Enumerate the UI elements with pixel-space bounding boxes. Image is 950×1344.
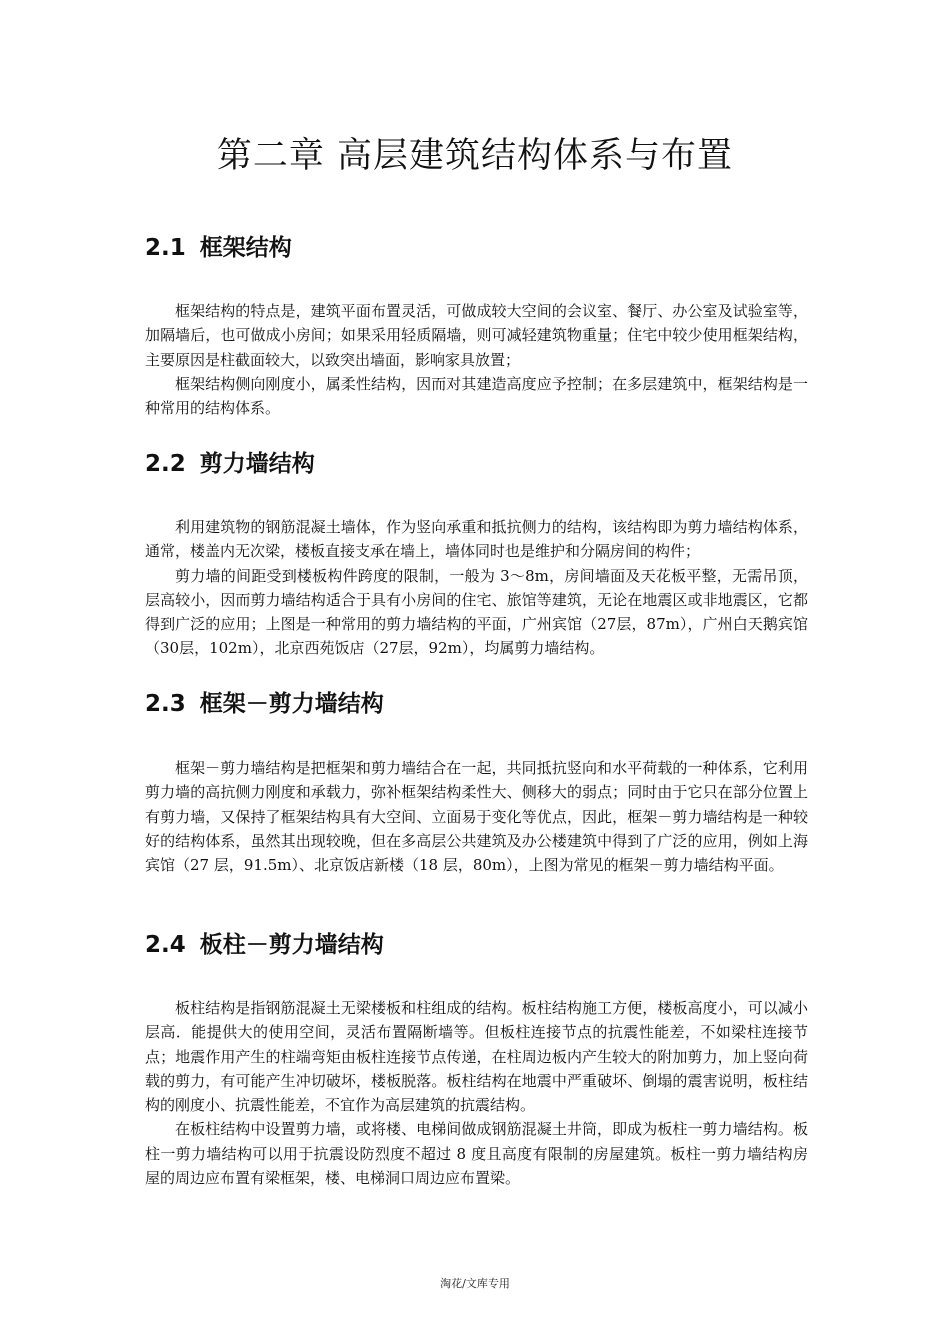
page-footer: 淘花/文库专用 <box>440 1277 510 1290</box>
section-number: 2.4 <box>145 932 186 958</box>
section-heading-2-2 <box>145 448 805 480</box>
section-number: 2.3 <box>145 691 186 717</box>
paragraph: 板柱结构是指钢筋混凝土无梁楼板和柱组成的结构。板柱结构施工方便，楼板高度小，可以减小层高．能提供大的使用空间，灵活布置隔断墙等。但板柱连接节点的抗震性能差，不如梁柱连接节点；地震作用产生的柱端弯矩由板柱连接节点传递，在柱周边板内产生较大的附加剪力，加上竖向荷载的剪力，有可能产生冲切破坏，楼板脱落。板柱结构在地震中严重破坏、倒塌的震害说明，板柱结构的刚度小、抗震性能差，不宜作为高层建筑的抗震结构。 <box>145 999 808 1115</box>
section-body-2-2 <box>145 515 808 661</box>
section-body-2-3 <box>145 756 808 877</box>
section-body-2-1 <box>145 299 808 420</box>
section-title: 板柱－剪力墙结构 <box>199 932 384 958</box>
section-heading-2-1 <box>145 232 805 264</box>
section-heading-2-3 <box>145 688 805 720</box>
paragraph: 在板柱结构中设置剪力墙，或将楼、电梯间做成钢筋混凝土井筒，即成为板柱一剪力墙结构。板柱一剪力墙结构可以用于抗震设防烈度不超过 8 度且高度有限制的房屋建筑。板柱一剪力墙结构房屋的周边应布置有梁框架，楼、电梯洞口周边应布置梁。 <box>145 1120 808 1188</box>
section-heading-2-4 <box>145 929 805 961</box>
section-number: 2.1 <box>145 235 186 261</box>
paragraph: 框架结构的特点是，建筑平面布置灵活，可做成较大空间的会议室、餐厅、办公室及试验室等，加隔墙后，也可做成小房间；如果采用轻质隔墙，则可减轻建筑物重量；住宅中较少使用框架结构，主要原因是柱截面较大，以致突出墙面，影响家具放置； <box>145 302 808 369</box>
section-number: 2.2 <box>145 451 186 477</box>
paragraph: 框架结构侧向刚度小，属柔性结构，因而对其建造高度应予控制；在多层建筑中，框架结构是一种常用的结构体系。 <box>145 374 808 418</box>
paragraph: 利用建筑物的钢筋混凝土墙体，作为竖向承重和抵抗侧力的结构，该结构即为剪力墙结构体系，通常，楼盖内无次梁，楼板直接支承在墙上，墙体同时也是维护和分隔房间的构件； <box>145 518 808 561</box>
chapter-title: 第二章 高层建筑结构体系与布置 <box>216 136 734 176</box>
paragraph: 剪力墙的间距受到楼板构件跨度的限制，一般为 3～8m，房间墙面及天花板平整，无需吊顶，层高较小，因而剪力墙结构适合于具有小房间的住宅、旅馆等建筑，无论在地震区或非地震区，它都得到广泛的应用；上图是一种常用的剪力墙结构的平面，广州宾馆（27层，87m），广州白天鹅宾馆（30层，102m），北京西苑饭店（27层，92m），均属剪力墙结构。 <box>145 566 808 658</box>
paragraph: 框架－剪力墙结构是把框架和剪力墙结合在一起，共同抵抗竖向和水平荷载的一种体系，它利用剪力墙的高抗侧力刚度和承载力，弥补框架结构柔性大、侧移大的弱点；同时由于它只在部分位置上有剪力墙，又保持了框架结构具有大空间、立面易于变化等优点，因此，框架－剪力墙结构是一种较好的结构体系，虽然其出现较晚，但在多高层公共建筑及办公楼建筑中得到了广泛的应用，例如上海宾馆（27 层，91.5m）、北京饭店新楼（18 层，80m），上图为常见的框架－剪力墙结构平面。 <box>145 759 808 875</box>
section-body-2-4 <box>145 996 808 1190</box>
section-title: 框架－剪力墙结构 <box>199 691 384 717</box>
section-title: 框架结构 <box>199 235 292 261</box>
section-title: 剪力墙结构 <box>199 451 315 477</box>
